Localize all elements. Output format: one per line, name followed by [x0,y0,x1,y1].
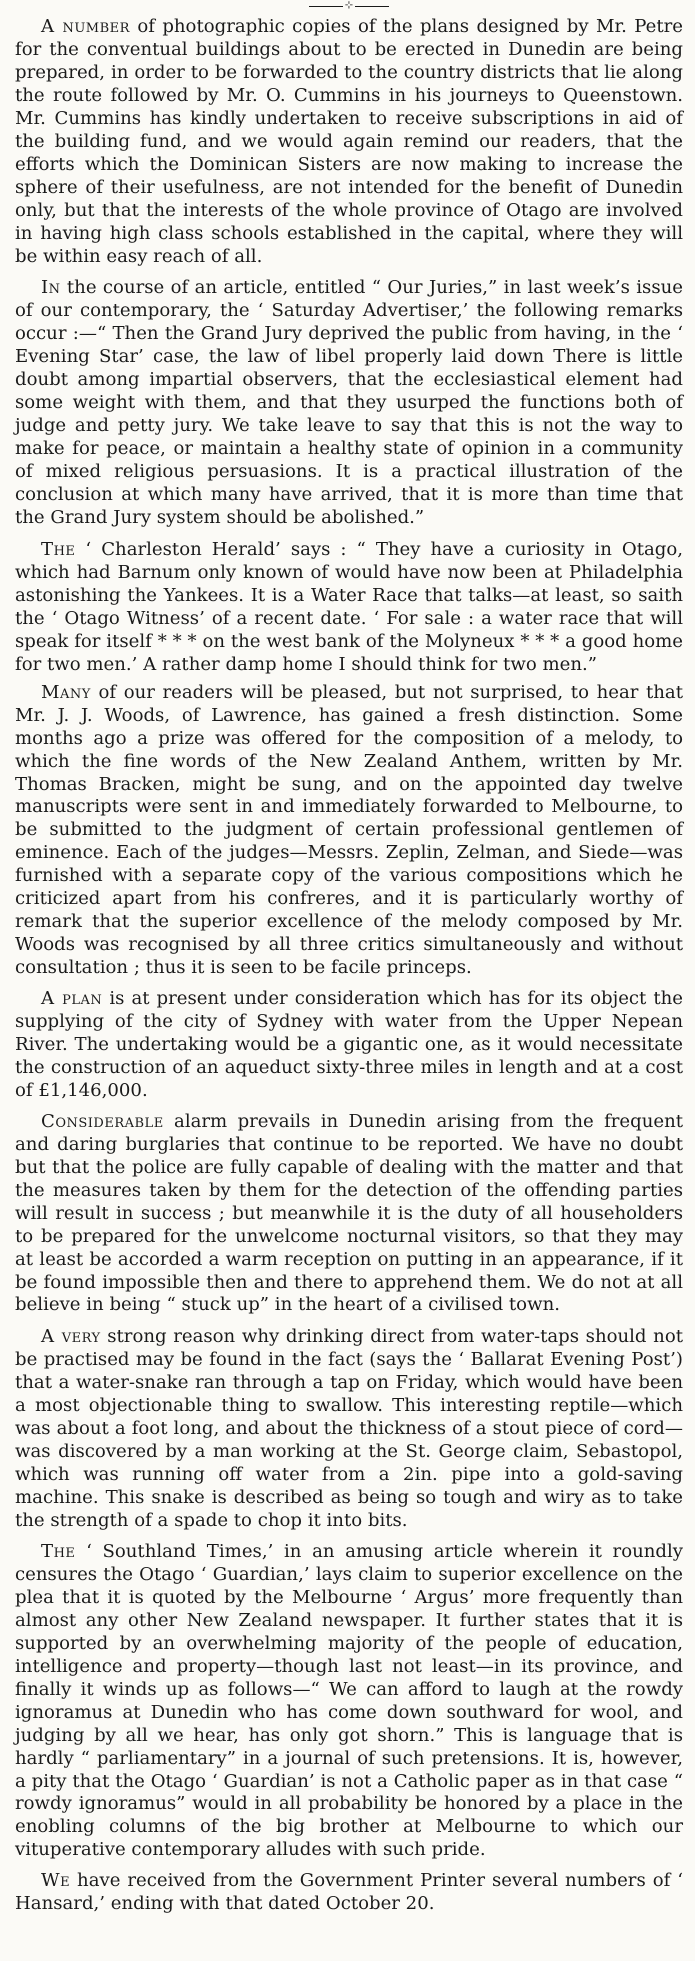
paragraph-charleston-herald [15,539,683,677]
paragraph-dominican-plans [15,16,683,268]
ornament-rule-right [355,6,389,7]
paragraph-lead: Many [41,681,91,703]
paragraph-text: of our readers will be pleased, but not surprised, to hear that Mr. J. J. Woods, of Lawrence, has gained a fresh distinction. Some months ago a prize was offered for the composition of a melody, to which the fine words of the New Zealand Anthem, written by Mr. Thomas Bracken, might be sung, and on the appointed day twelve manuscripts were sent in and immediately forwarded to Melbourne, to be submitted to the judgment of certain professional gentlemen of eminence. Each of the judges—Messrs. Zeplin, Zelman, and Siede—was furnished with a separate copy of the various compositions which he criticized apart from his confreres, and it is particularly worthy of remark that the superior excellence of the melody composed by Mr. Woods was recognised by all three critics simultaneously and without consultation ; thus it is seen to be facile princeps. [15,681,683,979]
paragraph-text: strong reason why drinking direct from water-taps should not be practised may be found in the fact (says the ‘ Ballarat Evening Post’) that a water-snake ran through a tap on Friday, which would have been a most objectionable thing to swallow. This interesting reptile—which was about a foot long, and about the thickness of a stout piece of cord—was discovered by a man working at the St. George claim, Sebastopol, which was running off water from a 2in. pipe into a gold-saving machine. This snake is described as being so tough and wiry as to take the strength of a spade to chop it into bits. [15,1326,683,1532]
ornament-rule-left [309,6,343,7]
paragraph-text: ‘ Southland Times,’ in an amusing article wherein it roundly censures the Otago ‘ Guardian,’ lays claim to superior excellence on the plea that it is quoted by the Melbourne ‘ Argus’ more frequently than almost any other New Zealand newspaper. It further states that it is supported by an overwhelming majority of the people of education, intelligence and property—though last not least—in its province, and finally it winds up as follows—“ We can afford to laugh at the rowdy ignoramus at Dunedin who has come down southward for wool, and judging by all we hear, has only got shorn.” This is language that is hardly “ parliamentary” in a journal of such pretensions. It is, however, a pity that the Otago ‘ Guardian’ is not a Catholic paper as in that case “ rowdy ignoramus” would in all probability be honored by a place in the enobling columns of the big brother at Melbourne to which our vituperative contemporary alludes with such pride. [15,1541,683,1861]
header-ornament [15,0,683,12]
paragraph-text: is at present under consideration which has for its object the supplying of the city of Sydney with water from the Upper Nepean River. The undertaking would be a gigantic one, as it would necessitate the construction of an aqueduct sixty-three miles in length and at a cost of £1,146,000. [15,988,683,1101]
paragraph-lead: The [41,1541,76,1562]
ornament-glyph: ⊹ [344,0,354,11]
paragraph-water-snake [15,1326,683,1533]
paragraph-southland-times [15,1541,683,1862]
paragraph-lead: A very [41,1326,101,1348]
paragraph-hansard [15,1870,683,1916]
paragraph-our-juries [15,277,683,529]
paragraph-text: of photographic copies of the plans designed by Mr. Petre for the conventual buildings about to be erected in Dunedin are being prepared, in order to be forwarded to the country districts that lie along the route followed by Mr. O. Cummins in his journeys to Queenstown. Mr. Cummins has kindly undertaken to receive subscriptions in aid of the building fund, and we would again remind our readers, that the efforts which the Dominican Sisters are now making to increase the sphere of their usefulness, are not intended for the benefit of Dunedin only, but that the interests of the whole province of Otago are involved in having high class schools established in the capital, where they will be within easy reach of all. [15,16,683,267]
paragraph-lead: A number [41,16,130,37]
paragraph-lead: We [41,1870,71,1892]
paragraph-woods-anthem [15,682,683,980]
paragraph-dunedin-burglaries [15,1111,683,1318]
paragraph-text: alarm prevails in Dunedin arising from the frequent and daring burglaries that continue to be reported. We have no doubt but that the police are fully capable of dealing with the matter and that the measures taken by them for the detection of the offending parties will result in success ; but meanwhile it is the duty of all householders to be prepared for the unwelcome nocturnal visitors, so that they may at least be accorded a warm reception on putting in an appearance, if it be found impossible then and there to apprehend them. We do not at all believe in being “ stuck up” in the heart of a civilised town. [15,1110,683,1316]
paragraph-lead: Considerable [41,1110,164,1132]
paragraph-text: ‘ Charleston Herald’ says : “ They have a curiosity in Otago, which had Barnum only known of would have now been at Philadelphia astonishing the Yankees. It is a Water Race that talks—at least, so saith the ‘ Otago Witness’ of a recent date. ‘ For sale : a water race that will speak for itself * * * on the west bank of the Molyneux * * * a good home for two men.’ A rather damp home I should think for two men.” [15,538,683,675]
paragraph-lead: In [41,277,61,299]
paragraph-sydney-water [15,988,683,1103]
paragraph-text: the course of an article, entitled “ Our Juries,” in last week’s issue of our contemporary, the ‘ Saturday Advertiser,’ the following remarks occur :—“ Then the Grand Jury deprived the public from having, in the ‘ Evening Star’ case, the law of libel properly laid down There is little doubt among impartial observers, that the ecclesiastical element had some weight with them, and that they usurped the functions both of judge and petty jury. We take leave to say that this is not the way to make for peace, or maintain a healthy state of opinion in a community of mixed religious persuasions. It is a practical illustration of the conclusion at which many have arrived, that it is more than time that the Grand Jury system should be abolished.” [15,277,683,529]
paragraph-lead: A plan [41,988,103,1010]
paragraph-lead: The [41,538,76,560]
paragraph-text: have received from the Government Printer several numbers of ‘ Hansard,’ ending with that dated October 20. [15,1870,683,1915]
